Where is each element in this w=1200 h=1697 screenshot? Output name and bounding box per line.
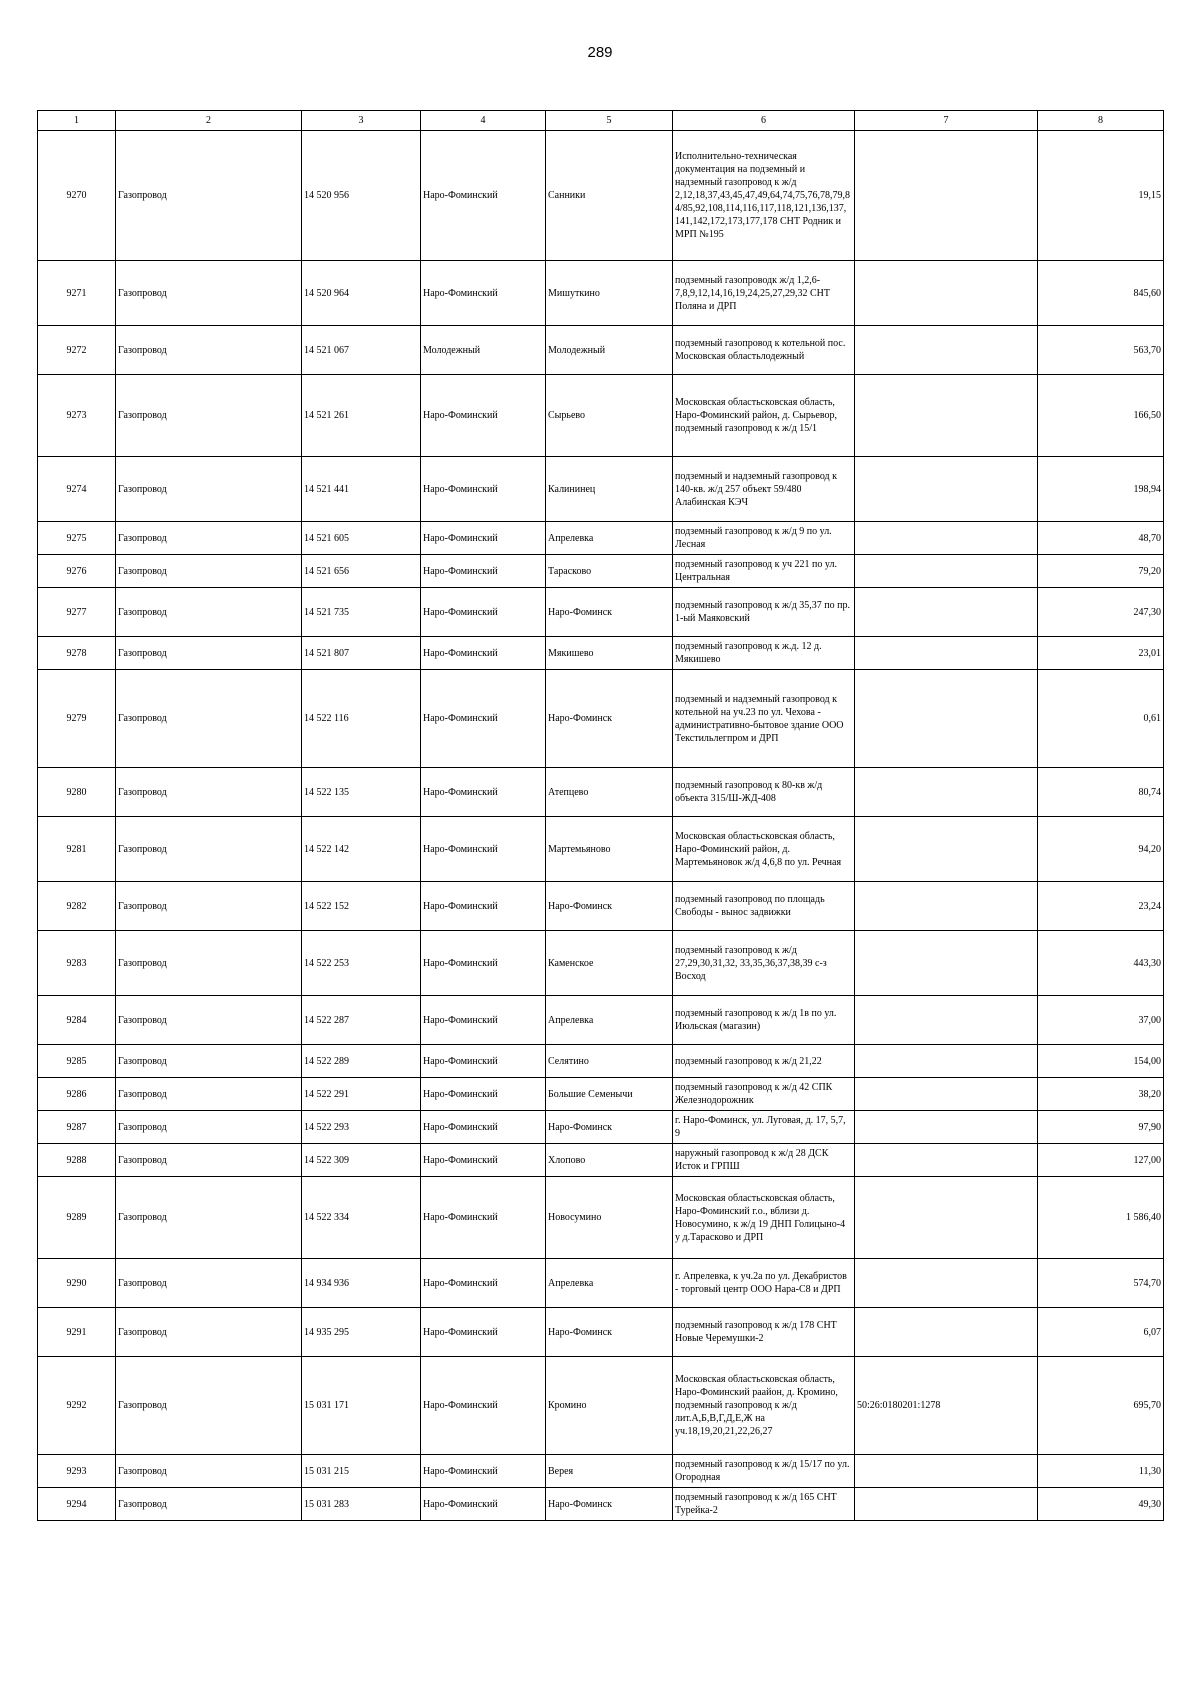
object-name-cell: Газопровод: [116, 1177, 302, 1259]
district-cell: Наро-Фоминский: [421, 1488, 546, 1521]
locality-cell: Мартемьяново: [546, 817, 673, 882]
district-cell: Наро-Фоминский: [421, 375, 546, 457]
object-name-cell: Газопровод: [116, 1357, 302, 1455]
row-number-cell: 9271: [38, 261, 116, 326]
row-number-cell: 9286: [38, 1078, 116, 1111]
description-cell: г. Апрелевка, к уч.2а по ул. Декабристов - торговый центр ООО Нара-С8 и ДРП: [673, 1259, 855, 1308]
table-row: [38, 1455, 1164, 1488]
registry-code-cell: 14 522 287: [302, 996, 421, 1045]
value-cell: 166,50: [1038, 375, 1164, 457]
table-row: [38, 637, 1164, 670]
registry-code-cell: 14 520 956: [302, 131, 421, 261]
cadastral-number-cell: [855, 670, 1038, 768]
district-cell: Наро-Фоминский: [421, 522, 546, 555]
table-row: [38, 768, 1164, 817]
value-cell: 80,74: [1038, 768, 1164, 817]
table-row: [38, 457, 1164, 522]
description-cell: подземный газопровод к ж/д 1в по ул. Июльская (магазин): [673, 996, 855, 1045]
row-number-cell: 9283: [38, 931, 116, 996]
table-row: [38, 670, 1164, 768]
object-name-cell: Газопровод: [116, 882, 302, 931]
locality-cell: Мякишево: [546, 637, 673, 670]
value-cell: 49,30: [1038, 1488, 1164, 1521]
column-header: 6: [673, 111, 855, 131]
table-row: [38, 555, 1164, 588]
cadastral-number-cell: [855, 931, 1038, 996]
column-header: 5: [546, 111, 673, 131]
locality-cell: Апрелевка: [546, 996, 673, 1045]
cadastral-number-cell: [855, 1488, 1038, 1521]
description-cell: Исполнительно-техническая документация на подземный и надземный газопровод к ж/д 2,12,18,37,43,45,47,49,64,74,75,76,78,79,84/85,92,108,114,116,117,118,121,136,137, 141,142,172,173,177,178 СНТ Родник и МРП №195: [673, 131, 855, 261]
value-cell: 247,30: [1038, 588, 1164, 637]
locality-cell: Наро-Фоминск: [546, 670, 673, 768]
row-number-cell: 9273: [38, 375, 116, 457]
object-name-cell: Газопровод: [116, 1078, 302, 1111]
district-cell: Наро-Фоминский: [421, 1045, 546, 1078]
locality-cell: Наро-Фоминск: [546, 882, 673, 931]
row-number-cell: 9284: [38, 996, 116, 1045]
description-cell: наружный газопровод к ж/д 28 ДСК Исток и ГРПШ: [673, 1144, 855, 1177]
description-cell: подземный газопровод к ж/д 165 СНТ Турейка-2: [673, 1488, 855, 1521]
table-body: [38, 111, 1164, 1521]
district-cell: Наро-Фоминский: [421, 637, 546, 670]
cadastral-number-cell: [855, 637, 1038, 670]
object-name-cell: Газопровод: [116, 817, 302, 882]
locality-cell: Наро-Фоминск: [546, 1111, 673, 1144]
column-header: 7: [855, 111, 1038, 131]
registry-code-cell: 14 521 261: [302, 375, 421, 457]
district-cell: Наро-Фоминский: [421, 817, 546, 882]
row-number-cell: 9276: [38, 555, 116, 588]
district-cell: Наро-Фоминский: [421, 1259, 546, 1308]
row-number-cell: 9270: [38, 131, 116, 261]
value-cell: 48,70: [1038, 522, 1164, 555]
district-cell: Наро-Фоминский: [421, 1455, 546, 1488]
object-name-cell: Газопровод: [116, 1488, 302, 1521]
column-header: 1: [38, 111, 116, 131]
registry-code-cell: 14 522 309: [302, 1144, 421, 1177]
table-row: [38, 882, 1164, 931]
cadastral-number-cell: [855, 1078, 1038, 1111]
district-cell: Молодежный: [421, 326, 546, 375]
cadastral-number-cell: [855, 1259, 1038, 1308]
registry-code-cell: 14 522 293: [302, 1111, 421, 1144]
registry-code-cell: 15 031 283: [302, 1488, 421, 1521]
description-cell: подземный газопровод к ж.д. 12 д. Мякишево: [673, 637, 855, 670]
value-cell: 443,30: [1038, 931, 1164, 996]
description-cell: подземный газопроводк ж/д 1,2,6-7,8,9,12,14,16,19,24,25,27,29,32 СНТ Поляна и ДРП: [673, 261, 855, 326]
value-cell: 154,00: [1038, 1045, 1164, 1078]
description-cell: подземный газопровод к ж/д 15/17 по ул. Огородная: [673, 1455, 855, 1488]
description-cell: Московская областьсковская область, Наро-Фоминский г.о., вблизи д. Новосумино, к ж/д 19 ДНП Голицыно-4 у д.Тарасково и ДРП: [673, 1177, 855, 1259]
object-name-cell: Газопровод: [116, 375, 302, 457]
cadastral-number-cell: [855, 1308, 1038, 1357]
cadastral-number-cell: [855, 375, 1038, 457]
locality-cell: Тарасково: [546, 555, 673, 588]
locality-cell: Верея: [546, 1455, 673, 1488]
row-number-cell: 9292: [38, 1357, 116, 1455]
row-number-cell: 9288: [38, 1144, 116, 1177]
object-name-cell: Газопровод: [116, 931, 302, 996]
object-name-cell: Газопровод: [116, 261, 302, 326]
table-row: [38, 131, 1164, 261]
cadastral-number-cell: [855, 588, 1038, 637]
locality-cell: Большие Семенычи: [546, 1078, 673, 1111]
column-header: 3: [302, 111, 421, 131]
description-cell: подземный газопровод к уч 221 по ул. Центральная: [673, 555, 855, 588]
district-cell: Наро-Фоминский: [421, 670, 546, 768]
value-cell: 37,00: [1038, 996, 1164, 1045]
registry-code-cell: 14 521 605: [302, 522, 421, 555]
object-name-cell: Газопровод: [116, 588, 302, 637]
object-name-cell: Газопровод: [116, 457, 302, 522]
registry-code-cell: 14 520 964: [302, 261, 421, 326]
object-name-cell: Газопровод: [116, 131, 302, 261]
locality-cell: Наро-Фоминск: [546, 588, 673, 637]
cadastral-number-cell: [855, 261, 1038, 326]
table-row: [38, 1111, 1164, 1144]
locality-cell: Новосумино: [546, 1177, 673, 1259]
district-cell: Наро-Фоминский: [421, 768, 546, 817]
value-cell: 23,01: [1038, 637, 1164, 670]
value-cell: 23,24: [1038, 882, 1164, 931]
table-row: [38, 326, 1164, 375]
value-cell: 127,00: [1038, 1144, 1164, 1177]
locality-cell: Апрелевка: [546, 1259, 673, 1308]
cadastral-number-cell: [855, 555, 1038, 588]
column-header: 4: [421, 111, 546, 131]
value-cell: 38,20: [1038, 1078, 1164, 1111]
object-name-cell: Газопровод: [116, 670, 302, 768]
description-cell: подземный и надземный газопровод к 140-кв. ж/д 257 объект 59/480 Алабинская КЭЧ: [673, 457, 855, 522]
cadastral-number-cell: [855, 768, 1038, 817]
registry-code-cell: 15 031 215: [302, 1455, 421, 1488]
description-cell: г. Наро-Фоминск, ул. Луговая, д. 17, 5,7, 9: [673, 1111, 855, 1144]
locality-cell: Наро-Фоминск: [546, 1488, 673, 1521]
registry-code-cell: 14 522 334: [302, 1177, 421, 1259]
cadastral-number-cell: [855, 1177, 1038, 1259]
cadastral-number-cell: [855, 1144, 1038, 1177]
district-cell: Наро-Фоминский: [421, 131, 546, 261]
description-cell: подземный газопровод к котельной пос. Московская областьлодежный: [673, 326, 855, 375]
table-row: [38, 1144, 1164, 1177]
district-cell: Наро-Фоминский: [421, 1111, 546, 1144]
registry-code-cell: 14 522 289: [302, 1045, 421, 1078]
value-cell: 845,60: [1038, 261, 1164, 326]
column-header: 8: [1038, 111, 1164, 131]
locality-cell: Наро-Фоминск: [546, 1308, 673, 1357]
row-number-cell: 9290: [38, 1259, 116, 1308]
description-cell: подземный газопровод к ж/д 27,29,30,31,32, 33,35,36,37,38,39 с-з Восход: [673, 931, 855, 996]
row-number-cell: 9272: [38, 326, 116, 375]
cadastral-number-cell: [855, 131, 1038, 261]
value-cell: 97,90: [1038, 1111, 1164, 1144]
object-name-cell: Газопровод: [116, 1144, 302, 1177]
object-name-cell: Газопровод: [116, 1111, 302, 1144]
district-cell: Наро-Фоминский: [421, 1078, 546, 1111]
registry-code-cell: 14 521 656: [302, 555, 421, 588]
registry-code-cell: 14 522 135: [302, 768, 421, 817]
registry-code-cell: 14 522 253: [302, 931, 421, 996]
district-cell: Наро-Фоминский: [421, 588, 546, 637]
object-name-cell: Газопровод: [116, 637, 302, 670]
value-cell: 6,07: [1038, 1308, 1164, 1357]
registry-table: [37, 110, 1164, 1521]
value-cell: 198,94: [1038, 457, 1164, 522]
registry-code-cell: 14 522 152: [302, 882, 421, 931]
locality-cell: Хлопово: [546, 1144, 673, 1177]
district-cell: Наро-Фоминский: [421, 1357, 546, 1455]
table-row: [38, 1259, 1164, 1308]
object-name-cell: Газопровод: [116, 326, 302, 375]
row-number-cell: 9282: [38, 882, 116, 931]
registry-code-cell: 14 521 735: [302, 588, 421, 637]
value-cell: 94,20: [1038, 817, 1164, 882]
cadastral-number-cell: [855, 1455, 1038, 1488]
description-cell: подземный газопровод к ж/д 21,22: [673, 1045, 855, 1078]
description-cell: подземный газопровод к ж/д 35,37 по пр. 1-ый Маяковский: [673, 588, 855, 637]
row-number-cell: 9278: [38, 637, 116, 670]
table-row: [38, 931, 1164, 996]
locality-cell: Мишуткино: [546, 261, 673, 326]
locality-cell: Каменское: [546, 931, 673, 996]
table-header-row: [38, 111, 1164, 131]
district-cell: Наро-Фоминский: [421, 882, 546, 931]
column-header: 2: [116, 111, 302, 131]
district-cell: Наро-Фоминский: [421, 555, 546, 588]
registry-code-cell: 14 521 441: [302, 457, 421, 522]
row-number-cell: 9281: [38, 817, 116, 882]
district-cell: Наро-Фоминский: [421, 996, 546, 1045]
value-cell: 695,70: [1038, 1357, 1164, 1455]
locality-cell: Калининец: [546, 457, 673, 522]
description-cell: подземный газопровод к ж/д 178 СНТ Новые Черемушки-2: [673, 1308, 855, 1357]
registry-code-cell: 14 522 142: [302, 817, 421, 882]
value-cell: 563,70: [1038, 326, 1164, 375]
table-row: [38, 588, 1164, 637]
table-row: [38, 1308, 1164, 1357]
table-row: [38, 1045, 1164, 1078]
description-cell: подземный газопровод к ж/д 42 СПК Железнодорожник: [673, 1078, 855, 1111]
object-name-cell: Газопровод: [116, 522, 302, 555]
cadastral-number-cell: [855, 996, 1038, 1045]
cadastral-number-cell: [855, 817, 1038, 882]
description-cell: Московская областьсковская область, Наро-Фоминский раайон, д. Кромино, подземный газопровод к ж/д лит.А,Б,В,Г,Д,Е,Ж на уч.18,19,20,21,22,26,27: [673, 1357, 855, 1455]
cadastral-number-cell: [855, 882, 1038, 931]
value-cell: 19,15: [1038, 131, 1164, 261]
cadastral-number-cell: [855, 326, 1038, 375]
row-number-cell: 9277: [38, 588, 116, 637]
description-cell: подземный газопровод к 80-кв ж/д объекта 315/Ш-ЖД-408: [673, 768, 855, 817]
row-number-cell: 9294: [38, 1488, 116, 1521]
table-row: [38, 1488, 1164, 1521]
locality-cell: Санники: [546, 131, 673, 261]
district-cell: Наро-Фоминский: [421, 261, 546, 326]
object-name-cell: Газопровод: [116, 555, 302, 588]
district-cell: Наро-Фоминский: [421, 1308, 546, 1357]
page-number: 289: [587, 44, 613, 61]
object-name-cell: Газопровод: [116, 1259, 302, 1308]
object-name-cell: Газопровод: [116, 768, 302, 817]
row-number-cell: 9274: [38, 457, 116, 522]
row-number-cell: 9285: [38, 1045, 116, 1078]
registry-code-cell: 14 521 807: [302, 637, 421, 670]
value-cell: 574,70: [1038, 1259, 1164, 1308]
row-number-cell: 9289: [38, 1177, 116, 1259]
object-name-cell: Газопровод: [116, 1455, 302, 1488]
registry-code-cell: 14 521 067: [302, 326, 421, 375]
table-row: [38, 1078, 1164, 1111]
object-name-cell: Газопровод: [116, 996, 302, 1045]
district-cell: Наро-Фоминский: [421, 931, 546, 996]
value-cell: 1 586,40: [1038, 1177, 1164, 1259]
locality-cell: Апрелевка: [546, 522, 673, 555]
row-number-cell: 9293: [38, 1455, 116, 1488]
registry-code-cell: 14 935 295: [302, 1308, 421, 1357]
locality-cell: Атепцево: [546, 768, 673, 817]
registry-code-cell: 14 522 116: [302, 670, 421, 768]
description-cell: подземный газопровод к ж/д 9 по ул. Лесная: [673, 522, 855, 555]
description-cell: подземный газопровод по площадь Свободы - вынос задвижки: [673, 882, 855, 931]
cadastral-number-cell: [855, 522, 1038, 555]
row-number-cell: 9291: [38, 1308, 116, 1357]
description-cell: Московская областьсковская область, Наро-Фоминский район, д. Мартемьяновок ж/д 4,6,8 по ул. Речная: [673, 817, 855, 882]
table-row: [38, 261, 1164, 326]
registry-code-cell: 14 522 291: [302, 1078, 421, 1111]
locality-cell: Селятино: [546, 1045, 673, 1078]
district-cell: Наро-Фоминский: [421, 1144, 546, 1177]
row-number-cell: 9275: [38, 522, 116, 555]
row-number-cell: 9280: [38, 768, 116, 817]
value-cell: 0,61: [1038, 670, 1164, 768]
table-row: [38, 1357, 1164, 1455]
locality-cell: Молодежный: [546, 326, 673, 375]
locality-cell: Кромино: [546, 1357, 673, 1455]
district-cell: Наро-Фоминский: [421, 1177, 546, 1259]
object-name-cell: Газопровод: [116, 1045, 302, 1078]
cadastral-number-cell: [855, 1111, 1038, 1144]
table-row: [38, 375, 1164, 457]
locality-cell: Сырьево: [546, 375, 673, 457]
district-cell: Наро-Фоминский: [421, 457, 546, 522]
table-row: [38, 1177, 1164, 1259]
cadastral-number-cell: [855, 1045, 1038, 1078]
value-cell: 11,30: [1038, 1455, 1164, 1488]
object-name-cell: Газопровод: [116, 1308, 302, 1357]
table-row: [38, 522, 1164, 555]
table-row: [38, 996, 1164, 1045]
registry-code-cell: 15 031 171: [302, 1357, 421, 1455]
row-number-cell: 9287: [38, 1111, 116, 1144]
description-cell: Московская областьсковская область, Наро-Фоминский район, д. Сырьевор, подземный газопровод к ж/д 15/1: [673, 375, 855, 457]
value-cell: 79,20: [1038, 555, 1164, 588]
cadastral-number-cell: [855, 457, 1038, 522]
description-cell: подземный и надземный газопровод к котельной на уч.23 по ул. Чехова - административно-бытовое здание ООО Текстильлегпром и ДРП: [673, 670, 855, 768]
table-row: [38, 817, 1164, 882]
cadastral-number-cell: 50:26:0180201:1278: [855, 1357, 1038, 1455]
row-number-cell: 9279: [38, 670, 116, 768]
registry-code-cell: 14 934 936: [302, 1259, 421, 1308]
